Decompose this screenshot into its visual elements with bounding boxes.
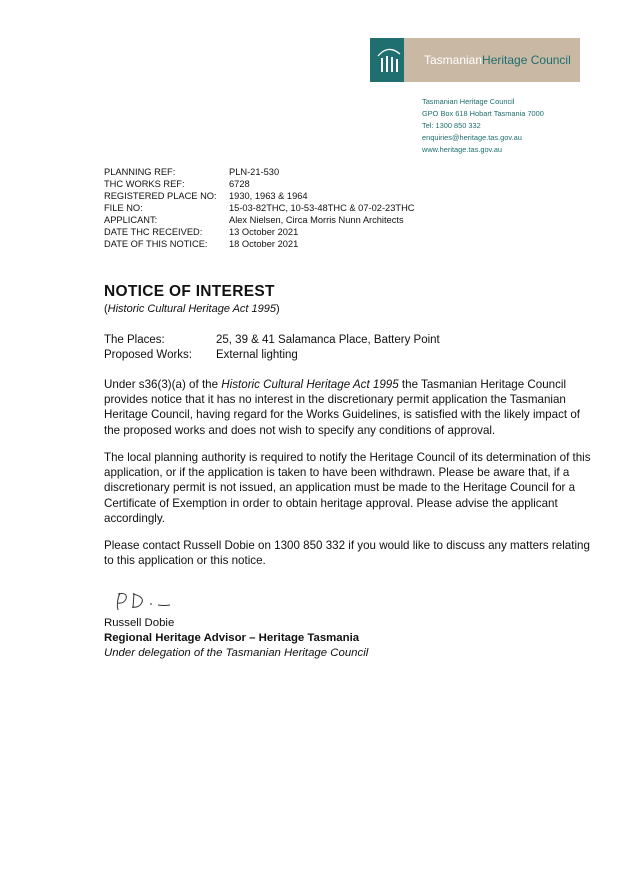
notice-subtitle	[104, 303, 280, 315]
ref-label: APPLICANT:	[104, 215, 158, 225]
subtitle-close-paren: )	[276, 303, 280, 315]
works-value: External lighting	[216, 349, 298, 361]
ref-label: THC WORKS REF:	[104, 179, 185, 189]
address-line: GPO Box 618 Hobart Tasmania 7000	[422, 109, 544, 118]
logo-text-heritage-council: Heritage Council	[482, 53, 571, 67]
signature	[112, 590, 176, 619]
reference-block	[104, 166, 415, 250]
ref-value: PLN-21-530	[229, 167, 280, 177]
ref-label: DATE THC RECEIVED:	[104, 227, 203, 237]
signer-role: Regional Heritage Advisor – Heritage Tasmania	[104, 632, 360, 644]
notice-title: NOTICE OF INTEREST	[104, 283, 275, 300]
paragraph-planning-authority: The local planning authority is required to notify the Heritage Council of its determination of this application, or if the application is taken to have been withdrawn. Please be aware that, if a discretionary permit is not issued, an application must be made to the Heritage Council for a Certificate of Exemption in order to obtain heritage approval. Please advise the applicant accordingly.	[104, 451, 591, 525]
logo-text-tasmanian: Tasmanian	[424, 53, 483, 67]
works-label: Proposed Works:	[104, 349, 192, 361]
address-phone: Tel: 1300 850 332	[422, 121, 481, 130]
ref-label: DATE OF THIS NOTICE:	[104, 239, 208, 249]
council-address	[422, 96, 544, 156]
ref-row-date-notice	[104, 238, 415, 250]
columns-logo-icon	[370, 38, 404, 82]
p1-act: Historic Cultural Heritage Act 1995	[221, 378, 399, 391]
heritage-council-logo	[370, 38, 580, 82]
ref-value: 1930, 1963 & 1964	[229, 191, 308, 201]
paragraph-no-interest	[104, 377, 594, 438]
works-row	[104, 348, 440, 363]
subtitle-open-paren: (	[104, 303, 108, 315]
address-line: Tasmanian Heritage Council	[422, 97, 515, 106]
ref-label: REGISTERED PLACE NO:	[104, 191, 217, 201]
ref-row-thc-works	[104, 178, 415, 190]
ref-value: 18 October 2021	[229, 239, 299, 249]
paragraph-contact: Please contact Russell Dobie on 1300 850 332 if you would like to discuss any matters relating to this application or this notice.	[104, 539, 590, 568]
ref-label: PLANNING REF:	[104, 167, 176, 177]
ref-row-date-received	[104, 226, 415, 238]
address-website-link[interactable]: www.heritage.tas.gov.au	[422, 145, 502, 154]
p1-intro: Under s36(3)(a) of the	[104, 378, 222, 391]
places-row	[104, 333, 440, 348]
places-value: 25, 39 & 41 Salamanca Place, Battery Point	[216, 334, 440, 346]
address-email-link[interactable]: enquiries@heritage.tas.gov.au	[422, 133, 522, 142]
ref-value: 15-03-82THC, 10-53-48THC & 07-02-23THC	[229, 203, 415, 213]
ref-row-applicant	[104, 214, 415, 226]
ref-label: FILE NO:	[104, 203, 143, 213]
p1-rest: the Tasmanian Heritage Council provides notice that it has no interest in the discretionary permit application the Tasmanian Heritage Council, having regard for the Works Guidelines, is satisfied with the likely impact of the proposed works and does not wish to specify any conditions of approval.	[104, 378, 580, 437]
logo-wordmark	[404, 38, 580, 82]
ref-value: 6728	[229, 179, 250, 189]
places-block	[104, 333, 440, 363]
ref-value: 13 October 2021	[229, 227, 299, 237]
ref-value: Alex Nielsen, Circa Morris Nunn Architects	[229, 215, 404, 225]
signer-block	[104, 616, 368, 661]
signer-name: Russell Dobie	[104, 617, 175, 629]
subtitle-act: Historic Cultural Heritage Act 1995	[107, 303, 277, 315]
ref-row-planning	[104, 166, 415, 178]
signer-delegation: Under delegation of the Tasmanian Heritage Council	[104, 647, 369, 659]
places-label: The Places:	[104, 334, 165, 346]
ref-row-registered-place	[104, 190, 415, 202]
ref-row-file-no	[104, 202, 415, 214]
